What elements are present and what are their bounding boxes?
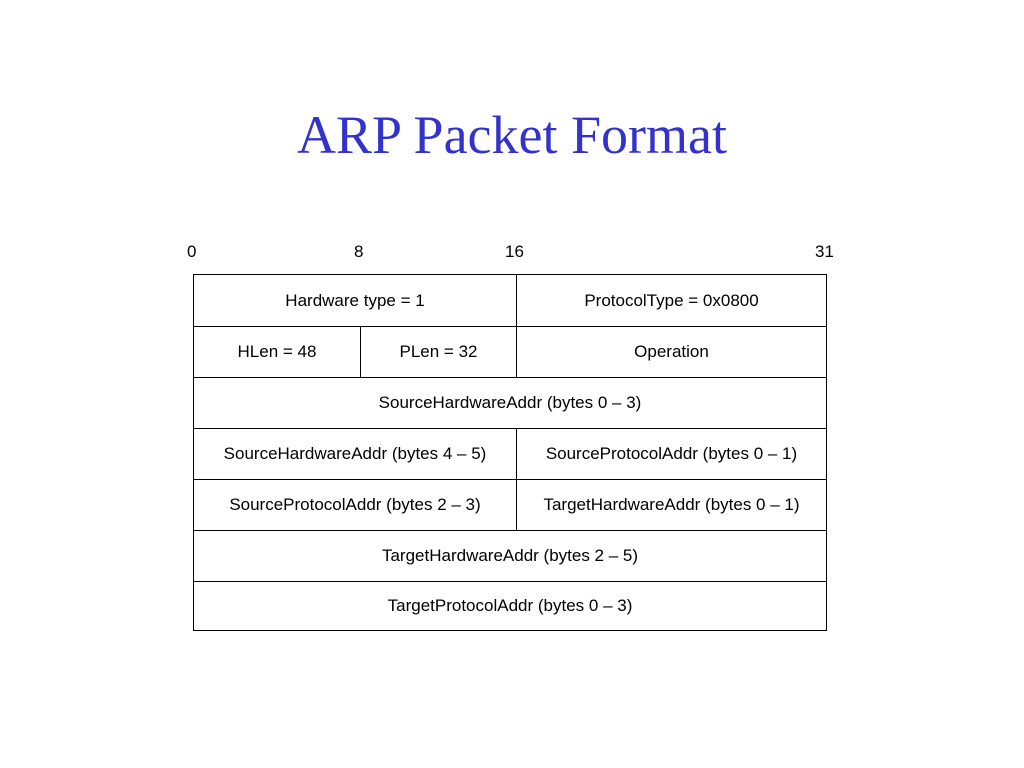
packet-row (194, 428, 826, 479)
field-hlen: HLen = 48 (237, 342, 317, 361)
packet-row (194, 581, 826, 630)
field-target-hardware-addr-2-5: TargetHardwareAddr (bytes 2 – 5) (381, 546, 639, 565)
bit-label-8: 8 (354, 242, 364, 261)
packet-row (194, 530, 826, 581)
field-source-hardware-addr-4-5: SourceHardwareAddr (bytes 4 – 5) (223, 444, 487, 463)
field-operation: Operation (516, 327, 826, 377)
bit-label-31: 31 (815, 242, 834, 261)
packet-row (194, 479, 826, 530)
field-target-hardware-addr-0-1: TargetHardwareAddr (bytes 0 – 1) (516, 480, 826, 530)
field-source-hardware-addr-0-3: SourceHardwareAddr (bytes 0 – 3) (378, 393, 642, 412)
field-source-protocol-addr-2-3: SourceProtocolAddr (bytes 2 – 3) (229, 495, 481, 514)
slide-title: ARP Packet Format (297, 105, 727, 165)
bit-label-16: 16 (505, 242, 524, 261)
field-hardware-type: Hardware type = 1 (285, 290, 425, 310)
packet-row (194, 377, 826, 428)
field-source-protocol-addr-0-1: SourceProtocolAddr (bytes 0 – 1) (516, 429, 826, 479)
field-plen: PLen = 32 (360, 327, 516, 377)
packet-row (194, 326, 826, 377)
bit-label-0: 0 (187, 242, 197, 261)
arp-packet-diagram (193, 274, 827, 631)
field-protocol-type: ProtocolType = 0x0800 (516, 275, 826, 326)
packet-row (194, 275, 826, 326)
field-target-protocol-addr-0-3: TargetProtocolAddr (bytes 0 – 3) (387, 596, 633, 615)
